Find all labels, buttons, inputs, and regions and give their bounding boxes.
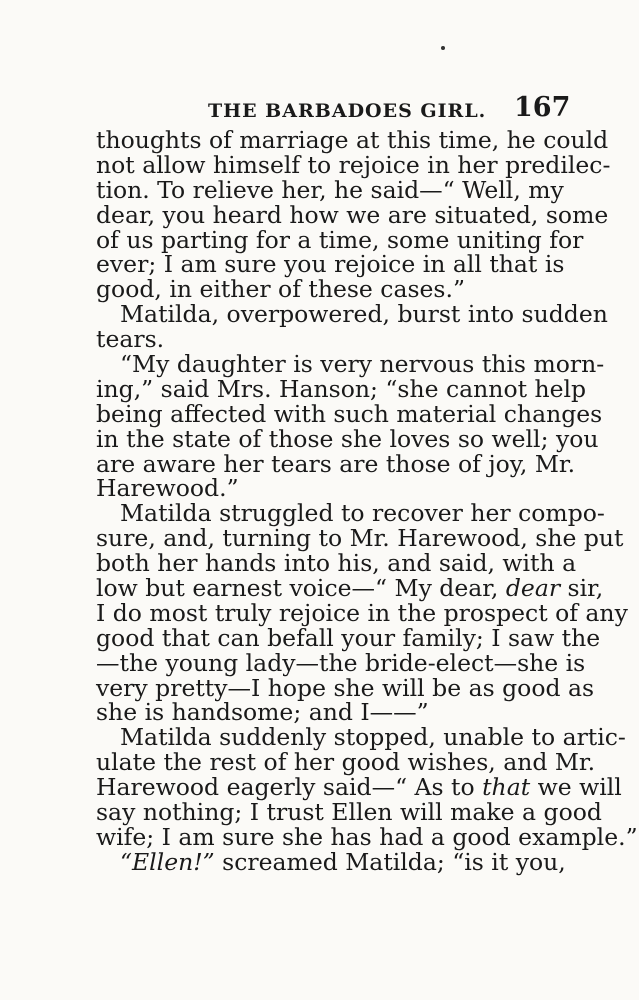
text-line [96, 847, 566, 876]
text-line: both her hands into his, and said, with a [96, 549, 577, 578]
text-segment: Harewood eagerly said—“ As to [96, 773, 483, 802]
text-line: good, in either of these cases.” [96, 275, 465, 304]
text-line: sure, and, turning to Mr. Harewood, she put [96, 524, 624, 553]
page-number: 167 [514, 92, 571, 123]
text-line: Matilda, overpowered, burst into sudden [120, 300, 608, 329]
text-line: —the young lady—the bride-elect—she is [96, 648, 586, 677]
italic-text: that [482, 773, 531, 802]
text-line: I do most truly rejoice in the prospect of any [96, 598, 628, 627]
text-line: very pretty—I hope she will be as good as [96, 673, 595, 702]
body-text [96, 126, 638, 876]
text-line: tion. To relieve her, he said—“ Well, my [96, 175, 564, 204]
text-line: Matilda struggled to recover her compo- [120, 499, 605, 528]
text-line: thoughts of marriage at this time, he could [96, 126, 609, 154]
text-line: say nothing; I trust Ellen will make a good [96, 798, 602, 827]
text-line: of us parting for a time, some uniting for [96, 225, 584, 254]
text-line: ing,” said Mrs. Hanson; “she cannot help [96, 374, 587, 403]
running-title: THE BARBADOES GIRL. [208, 100, 487, 122]
text-line: Matilda suddenly stopped, unable to artic- [120, 723, 626, 752]
text-segment: low but earnest voice—“ My dear, [96, 574, 506, 603]
text-line: are aware her tears are those of joy, Mr. [96, 449, 576, 478]
text-segment: sir, [560, 574, 604, 603]
text-line: wife; I am sure she has had a good example.” [96, 822, 638, 851]
text-line [96, 773, 622, 802]
italic-text: dear [505, 574, 561, 603]
text-line: tears. [96, 325, 165, 354]
text-line: being affected with such material changes [96, 399, 603, 428]
text-line: dear, you heard how we are situated, some [96, 200, 609, 229]
text-line: ulate the rest of her good wishes, and Mr. [96, 748, 596, 777]
print-speck [441, 46, 445, 50]
text-line: good that can befall your family; I saw the [96, 623, 601, 652]
text-line [96, 574, 604, 603]
italic-text: “Ellen!” [120, 847, 215, 876]
text-segment: screamed Matilda; “is it you, [214, 847, 566, 876]
text-line: “My daughter is very nervous this morn- [120, 350, 605, 379]
text-line: not allow himself to rejoice in her predilec- [96, 150, 611, 179]
text-line: she is handsome; and I——” [96, 698, 429, 727]
text-line: ever; I am sure you rejoice in all that is [96, 250, 565, 279]
text-line: in the state of those she loves so well; you [96, 424, 599, 453]
text-segment: we will [530, 773, 622, 802]
text-line: Harewood.” [96, 474, 239, 503]
